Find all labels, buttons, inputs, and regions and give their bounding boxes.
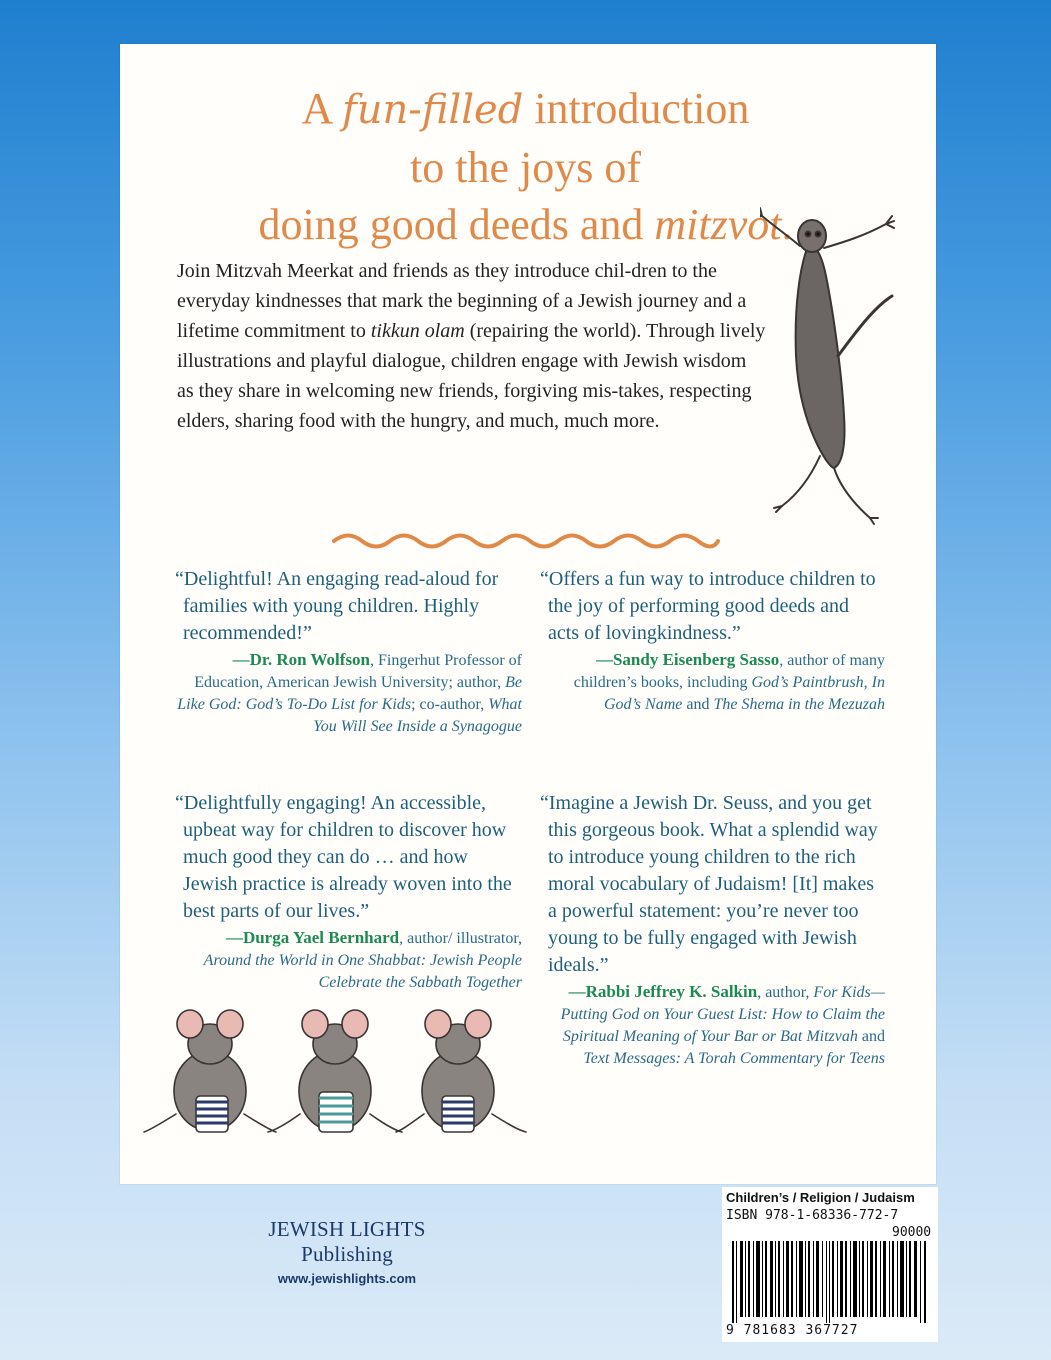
attribution-details: , author, bbox=[757, 984, 810, 1001]
quote-attribution bbox=[540, 981, 885, 1070]
mice-illustration bbox=[140, 996, 530, 1146]
meerkat-illustration bbox=[760, 206, 900, 526]
isbn-label: ISBN 978-1-68336-772-7 bbox=[726, 1208, 899, 1223]
publisher-block bbox=[222, 1217, 472, 1286]
attribution-book: Be Like God: God’s To-Do List for Kids bbox=[177, 674, 522, 713]
blurb-part-1: Join Mitzvah Meerkat and friends as they introduce chil-dren to the everyday kindnesses that mark the beginning of a Jewish journey and a lifetime commitment to bbox=[177, 260, 747, 342]
publisher-url: www.jewishlights.com bbox=[277, 1271, 417, 1286]
blurb-part-2: (repairing the world). Through lively illustrations and playful dialogue, children engage with Jewish wisdom as they share in welcoming new friends, forgiving mis-takes, respecting elders, sharing food with the hungry, and much, much more. bbox=[177, 320, 766, 432]
headline-mitzvot: mitzvot bbox=[654, 200, 782, 249]
price-code: 90000 bbox=[892, 1225, 932, 1240]
quote-text: “Delightful! An engaging read-aloud for families with young children. Highly recommended!” bbox=[175, 568, 499, 644]
barcode-bars bbox=[732, 1241, 932, 1323]
headline-period: . bbox=[781, 200, 793, 249]
attribution-book-2: The Shema in the Mezuzah bbox=[713, 696, 885, 713]
quote-text: “Imagine a Jewish Dr. Seuss, and you get this gorgeous book. What a splendid way to introduce young children to the rich moral vocabulary of Judaism! [It] makes a powerful statement: you’re never too young to be fully engaged with Jewish ideals.” bbox=[540, 792, 878, 976]
quote-attribution bbox=[175, 649, 522, 738]
headline-line-1 bbox=[0, 80, 1051, 139]
quote-bernhard bbox=[175, 790, 522, 994]
quote-wolfson bbox=[175, 566, 522, 738]
barcode-digits: 9 781683 367727 bbox=[726, 1323, 859, 1338]
attribution-details: , author of many children’s books, including bbox=[573, 652, 885, 691]
attribution-details-2: and bbox=[861, 1028, 885, 1045]
attribution-name: —Durga Yael Bernhard bbox=[225, 928, 400, 947]
attribution-details-2: and bbox=[686, 696, 710, 713]
attribution-book-2: Text Messages: A Torah Commentary for Teens bbox=[583, 1050, 885, 1067]
attribution-name: —Sandy Eisenberg Sasso bbox=[595, 650, 780, 669]
description-blurb bbox=[177, 256, 767, 436]
headline-line-2: to the joys of bbox=[410, 143, 641, 192]
headline-a: A bbox=[301, 84, 331, 133]
quote-attribution bbox=[540, 649, 885, 716]
quote-text: “Offers a fun way to introduce children to the joy of performing good deeds and acts of lovingkindness.” bbox=[540, 568, 876, 644]
attribution-name: —Dr. Ron Wolfson bbox=[232, 650, 371, 669]
publisher-name: JEWISH LIGHTS Publishing bbox=[268, 1217, 426, 1266]
attribution-details: , Fingerhut Professor of Education, American Jewish University; author, bbox=[194, 652, 522, 691]
blurb-italic-term: tikkun olam bbox=[370, 320, 465, 342]
attribution-details-2: ; co-author, bbox=[411, 696, 485, 713]
headline-line-3-text: doing good deeds and bbox=[258, 200, 644, 249]
attribution-details: , author/ illustrator, bbox=[399, 930, 522, 947]
attribution-book-2: What You Will See Inside a Synagogue bbox=[313, 696, 522, 735]
quote-salkin bbox=[540, 790, 885, 1070]
wavy-divider bbox=[330, 528, 722, 554]
attribution-book: God’s Paintbrush, In God’s Name bbox=[603, 674, 885, 713]
category-label: Children’s / Religion / Judaism bbox=[726, 1190, 915, 1205]
attribution-book: Around the World in One Shabbat: Jewish People Celebrate the Sabbath Together bbox=[203, 952, 522, 991]
quote-sasso bbox=[540, 566, 885, 716]
attribution-book: For Kids—Putting God on Your Guest List: How to Claim the Spiritual Meaning of Your Bar or Bat Mitzvah bbox=[560, 984, 885, 1045]
quote-attribution bbox=[175, 927, 522, 994]
barcode-box bbox=[722, 1187, 938, 1342]
quote-text: “Delightfully engaging! An accessible, upbeat way for children to discover how much good they can do … and how Jewish practice is already woven into the best parts of our lives.” bbox=[175, 792, 512, 922]
attribution-name: —Rabbi Jeffrey K. Salkin bbox=[568, 982, 758, 1001]
headline-script-word: fun-filled bbox=[341, 87, 524, 133]
headline-introduction: introduction bbox=[534, 84, 750, 133]
